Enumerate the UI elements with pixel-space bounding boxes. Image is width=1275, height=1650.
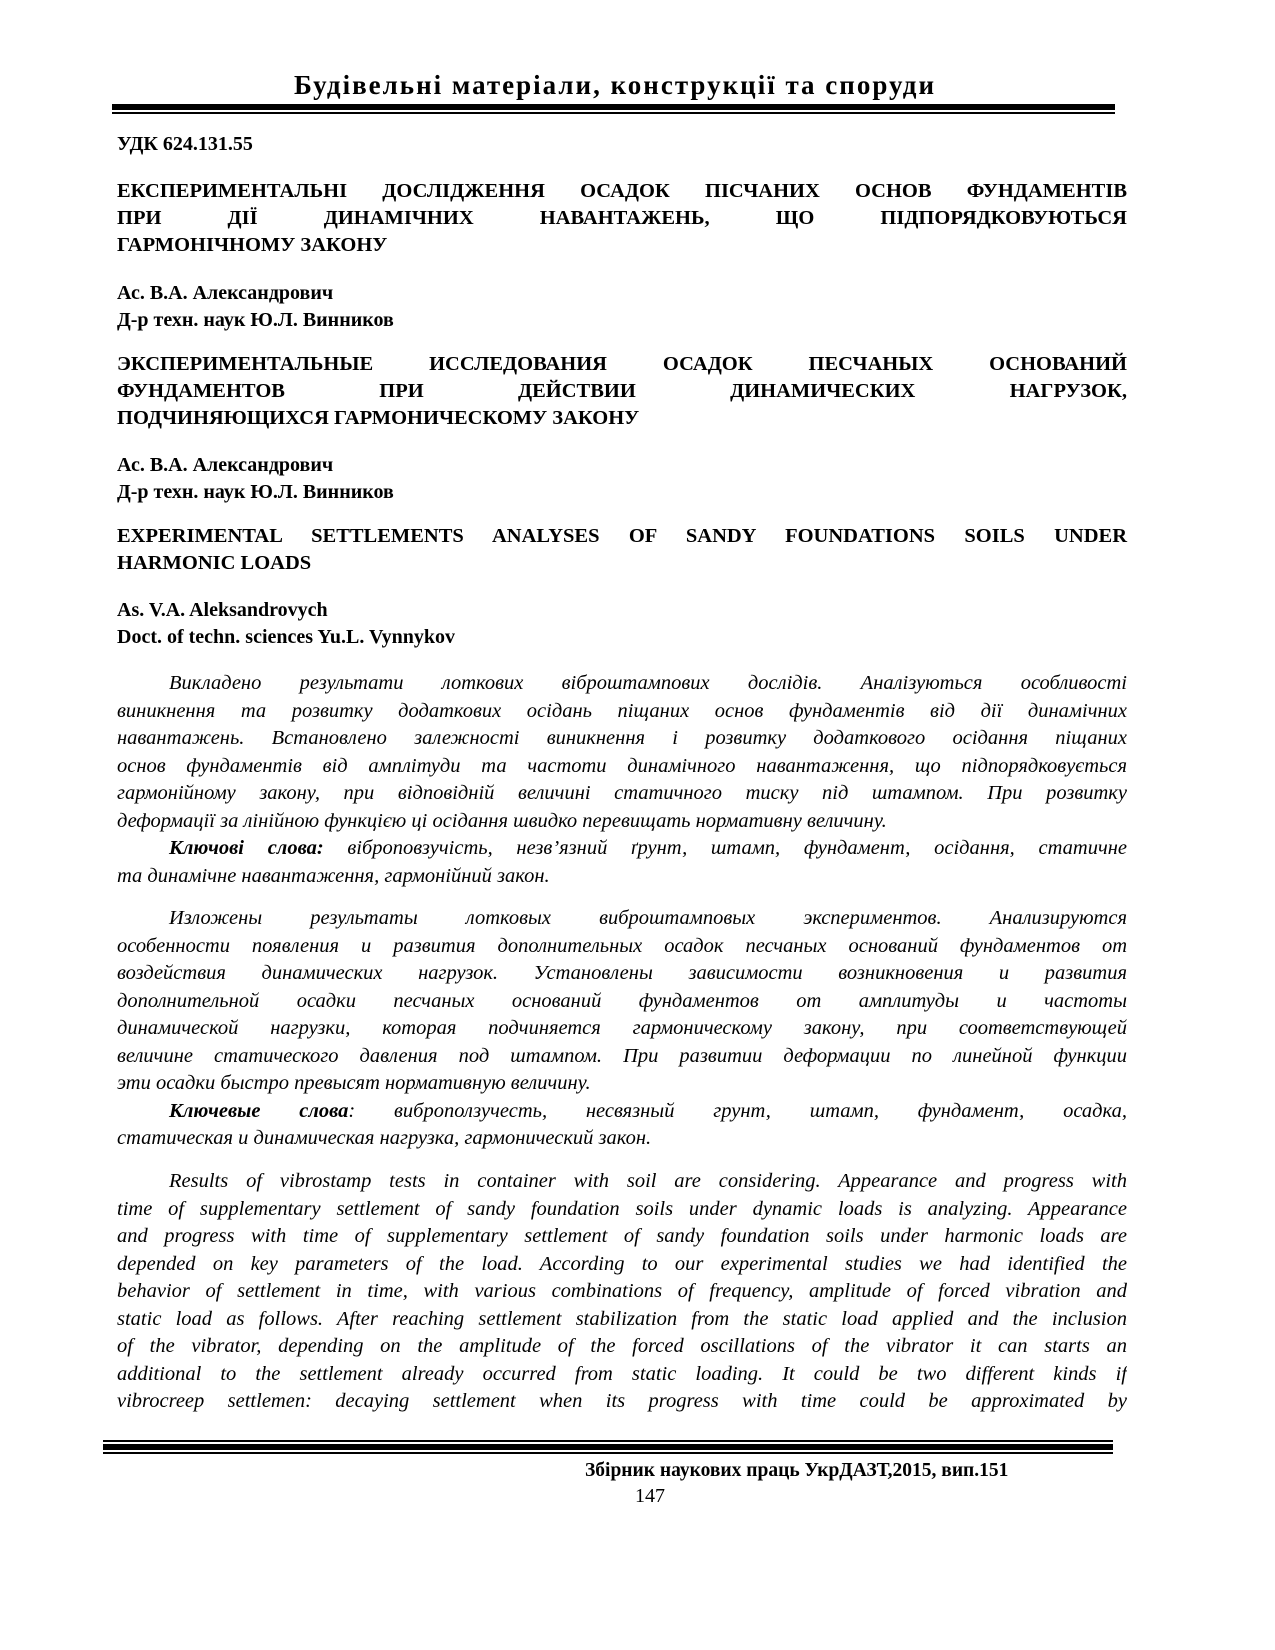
title-ua-line: ПРИ ДІЇ ДИНАМІЧНИХ НАВАНТАЖЕНЬ, ЩО ПІДПОРЯДКОВУЮТЬСЯ <box>117 207 1127 229</box>
title-ru <box>117 351 1127 432</box>
running-header: Будівельні матеріали, конструкції та споруди <box>293 70 937 100</box>
abstract-line: величине статического давления под штампом. При развитии деформации по линейной функции <box>117 1044 1127 1067</box>
abstract-line: time of supplementary settlement of sandy foundation soils under dynamic loads is analyzing. Appearance <box>117 1197 1127 1220</box>
title-en-line: EXPERIMENTAL SETTLEMENTS ANALYSES OF SANDY FOUNDATIONS SOILS UNDER <box>117 525 1127 547</box>
abstract-ru <box>117 905 1127 1153</box>
authors-ua <box>117 280 1127 334</box>
header-rule-thick <box>112 104 1115 110</box>
keywords-ru-cont: статическая и динамическая нагрузка, гармонический закон. <box>117 1127 652 1149</box>
abstract-line: Изложены результаты лотковых виброштамповых экспериментов. Анализируются <box>169 907 1127 929</box>
abstract-en <box>117 1168 1127 1416</box>
abstract-line: воздействия динамических нагрузок. Установлены зависимости возникновения и развития <box>117 962 1127 984</box>
abstract-line: behavior of settlement in time, with various combinations of frequency, amplitude of forced vibration and <box>117 1280 1127 1302</box>
abstract-line: эти осадки быстро превысят нормативную величину. <box>117 1072 591 1094</box>
keywords-label: Ключові слова: <box>169 837 324 859</box>
abstract-line: of the vibrator, depending on the amplitude of the forced oscillations of the vibrator it can starts an <box>117 1335 1127 1357</box>
author-2: Doct. of techn. sciences Yu.L. Vynnykov <box>117 626 455 648</box>
abstract-ua <box>117 670 1127 890</box>
author-2: Д-р техн. наук Ю.Л. Винников <box>117 481 394 503</box>
abstract-line: дополнительной осадки песчаных оснований фундаментов от амплитуды и частоты <box>117 989 1127 1012</box>
abstract-line: and progress with time of supplementary settlement of sandy foundation soils under harmonic loads are <box>117 1225 1127 1247</box>
title-en <box>117 523 1127 577</box>
keywords-ua <box>117 835 1127 863</box>
footer-rule-thin-bottom <box>103 1452 1113 1454</box>
abstract-line: vibrocreep settlemen: decaying settlement when its progress with time could be approximated by <box>117 1390 1127 1412</box>
authors-en <box>117 597 1127 651</box>
title-ru-line: ПОДЧИНЯЮЩИХСЯ ГАРМОНИЧЕСКОМУ ЗАКОНУ <box>117 407 640 429</box>
keywords-ru <box>117 1098 1127 1126</box>
author-2: Д-р техн. наук Ю.Л. Винников <box>117 309 394 331</box>
abstract-line: виникнення та розвитку додаткових осідань піщаних основ фундаментів від дії динамічних <box>117 699 1127 722</box>
keywords-ua-cont: та динамічне навантаження, гармонійний закон. <box>117 864 550 887</box>
title-ru-line: ЭКСПЕРИМЕНТАЛЬНЫЕ ИССЛЕДОВАНИЯ ОСАДОК ПЕСЧАНЫХ ОСНОВАНИЙ <box>117 353 1127 375</box>
journal-citation: Збірник наукових праць УкрДАЗТ,2015, вип.151 <box>585 1460 1009 1481</box>
abstract-line: деформації за лінійною функцією ці осідання швидко перевищать нормативну величину. <box>117 809 887 832</box>
author-1: Ас. В.А. Александрович <box>117 282 334 304</box>
abstract-line: основ фундаментів від амплітуди та частоти динамічного навантаження, що підпорядковується <box>117 754 1127 777</box>
title-en-line: HARMONIC LOADS <box>117 552 312 574</box>
abstract-line: depended on key parameters of the load. According to our experimental studies we had identified the <box>117 1252 1127 1275</box>
title-ru-line: ФУНДАМЕНТОВ ПРИ ДЕЙСТВИИ ДИНАМИЧЕСКИХ НАГРУЗОК, <box>117 380 1127 402</box>
abstract-line: динамической нагрузки, которая подчиняется гармоническому закону, при соответствующей <box>117 1017 1127 1039</box>
keywords-text: : виброползучесть, несвязный грунт, штамп, фундамент, осадка, <box>348 1099 1127 1122</box>
authors-ru <box>117 452 1127 506</box>
abstract-line: Викладено результати лоткових віброштампових дослідів. Аналізуються особливості <box>169 672 1127 694</box>
abstract-line: static load as follows. After reaching settlement stabilization from the static load applied and the inclusion <box>117 1307 1127 1330</box>
abstract-line: additional to the settlement already occurred from static loading. It could be two different kinds if <box>117 1362 1127 1385</box>
header-rule-thin <box>112 112 1115 114</box>
page-number: 147 <box>635 1485 665 1507</box>
title-ua-line: ГАРМОНІЧНОМУ ЗАКОНУ <box>117 234 388 256</box>
abstract-line: навантажень. Встановлено залежності виникнення і розвитку додаткового осідання піщаних <box>117 727 1127 749</box>
abstract-line: гармонійному закону, при відповідній величині статичного тиску під штампом. При розвитку <box>117 782 1127 804</box>
keywords-label: Ключевые слова <box>169 1099 349 1122</box>
footer-rule-thin-top <box>103 1440 1113 1442</box>
footer-rule-thick <box>103 1444 1113 1450</box>
title-ua-line: ЕКСПЕРИМЕНТАЛЬНІ ДОСЛІДЖЕННЯ ОСАДОК ПІСЧАНИХ ОСНОВ ФУНДАМЕНТІВ <box>117 180 1127 202</box>
keywords-text: віброповзучість, незв’язний ґрунт, штамп, фундамент, осідання, статичне <box>323 837 1127 859</box>
author-1: Ас. В.А. Александрович <box>117 454 334 476</box>
title-ua <box>117 178 1127 259</box>
author-1: As. V.A. Aleksandrovych <box>117 599 328 621</box>
udc-code: УДК 624.131.55 <box>117 133 253 155</box>
abstract-line: Results of vibrostamp tests in container with soil are considering. Appearance and progress with <box>169 1170 1127 1192</box>
abstract-line: особенности появления и развития дополнительных осадок песчаных оснований фундаментов от <box>117 934 1127 957</box>
